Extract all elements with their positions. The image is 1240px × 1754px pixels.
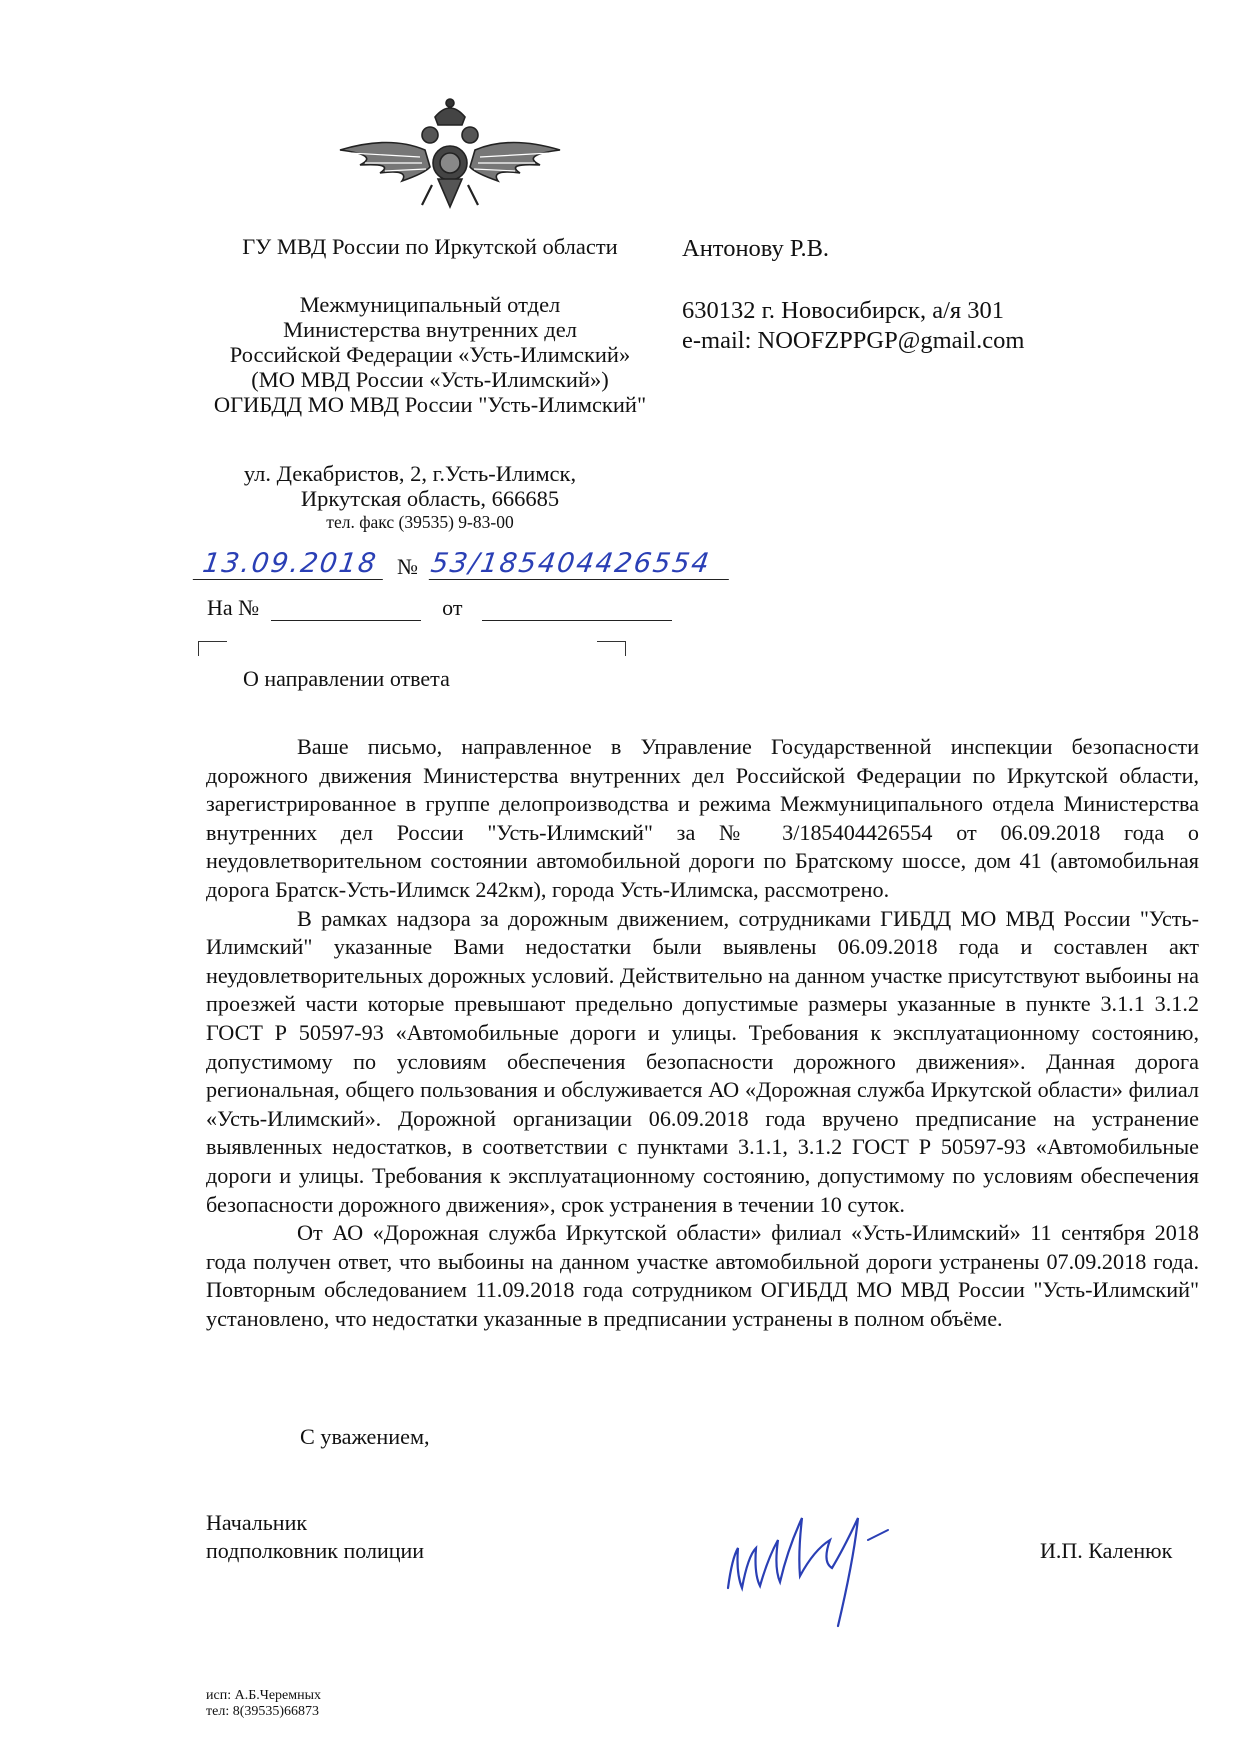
sender-department: [190, 292, 670, 417]
sender-address: [190, 461, 670, 533]
subject-bracket-left: [198, 641, 227, 656]
closing-greeting: С уважением,: [300, 1424, 430, 1449]
sender-address-line: Иркутская область, 666685: [300, 486, 560, 511]
sender-phone: тел. факс (39535) 9-83-00: [326, 512, 514, 532]
recipient-name: Антонову Р.В.: [682, 235, 830, 262]
sender-line: Российской Федерации «Усть-Илимский»: [229, 342, 631, 367]
sender-line: (МО МВД России «Усть-Илимский»): [251, 367, 609, 392]
signatory-name: И.П. Каленюк: [1040, 1538, 1173, 1563]
executor-info: [206, 1688, 321, 1720]
sender-line: ОГИБДД МО МВД России "Усть-Илимский": [213, 392, 647, 417]
signatory-position: Начальник: [206, 1510, 308, 1535]
mvd-eagle-emblem-icon: [330, 95, 570, 223]
executor-phone: тел: 8(39535)66873: [206, 1704, 320, 1719]
reference-line: [207, 595, 687, 621]
sender-line: Министерства внутренних дел: [283, 317, 577, 342]
body-paragraph: От АО «Дорожная служба Иркутской области» филиал «Усть-Илимский» 11 сентября 2018 года получен ответ, что выбоины на данном участке автомобильной дороги устранены 07.09.2018 года. Повторным обследованием 11.09.2018 года сотрудником ОГИБДД МО МВД России "Усть-Илимский" установлено, что недостатки указанные в предписании устранены в полном объёме.: [206, 1220, 1199, 1331]
handwritten-signature-icon: [718, 1478, 918, 1628]
registration-number: 53/185404426554: [429, 548, 733, 580]
recipient-email: e-mail: NOOFZPPGP@gmail.com: [682, 327, 1025, 354]
reference-from-label: от: [442, 595, 463, 620]
subject-bracket-right: [597, 641, 626, 656]
recipient-address-block: [682, 296, 1024, 356]
signatory-rank: подполковник полиции: [206, 1538, 425, 1563]
letter-subject: О направлении ответа: [243, 666, 450, 691]
recipient-address: 630132 г. Новосибирск, а/я 301: [682, 297, 1005, 324]
registration-date: 13.09.2018: [193, 548, 387, 580]
body-paragraph: Ваше письмо, направленное в Управление Государственной инспекции безопасности дорожного движения Министерства внутренних дел Российской Федерации по Иркутской области, зарегистрированное в группе делопроизводства и режима Межмуниципального отдела Министерства внутренних дел России "Усть-Илимский" за № 3/185404426554 от 06.09.2018 года о неудовлетворительном состоянии автомобильной дороги по Братскому шоссе, дом 41 (автомобильная дорога Братск-Усть-Илимск 242км), города Усть-Илимска, рассмотрено.: [206, 734, 1199, 902]
sender-line: Межмуниципальный отдел: [299, 292, 561, 317]
reference-number-label: На №: [207, 595, 260, 620]
sender-organization: ГУ МВД России по Иркутской области: [242, 234, 618, 259]
sender-address-line: ул. Декабристов, 2, г.Усть-Илимск,: [243, 461, 577, 486]
registration-number-label: №: [397, 554, 418, 579]
letter-body: [206, 733, 1199, 1333]
executor-name: исп: А.Б.Черемных: [206, 1688, 322, 1703]
body-paragraph: В рамках надзора за дорожным движением, сотрудниками ГИБДД МО МВД России "Усть-Илимский" указанные Вами недостатки были выявлены 06.09.2018 года и составлен акт неудовлетворительных дорожных условий. Действительно на данном участке присутствуют выбоины на проезжей части которые превышают предельно допустимые размеры указанные в пункте 3.1.1 3.1.2 ГОСТ Р 50597-93 «Автомобильные дороги и улицы. Требования к эксплуатационному состоянию, допустимому по условиям обеспечения безопасности дорожного движения». Данная дорога региональная, общего пользования и обслуживается АО «Дорожная служба Иркутской области» филиал «Усть-Илимский». Дорожной организации 06.09.2018 года вручено предписание на устранение выявленных недостатков, в соответствии с пунктами 3.1.1, 3.1.2 ГОСТ Р 50597-93 «Автомобильные дороги и улицы. Требования к эксплуатационному состоянию, допустимому по условиям обеспечения безопасности дорожного движения», срок устранения в течении 10 суток.: [206, 905, 1199, 1217]
registration-line: [195, 548, 735, 588]
reference-number-blank: [271, 598, 421, 621]
reference-date-blank: [482, 598, 672, 621]
